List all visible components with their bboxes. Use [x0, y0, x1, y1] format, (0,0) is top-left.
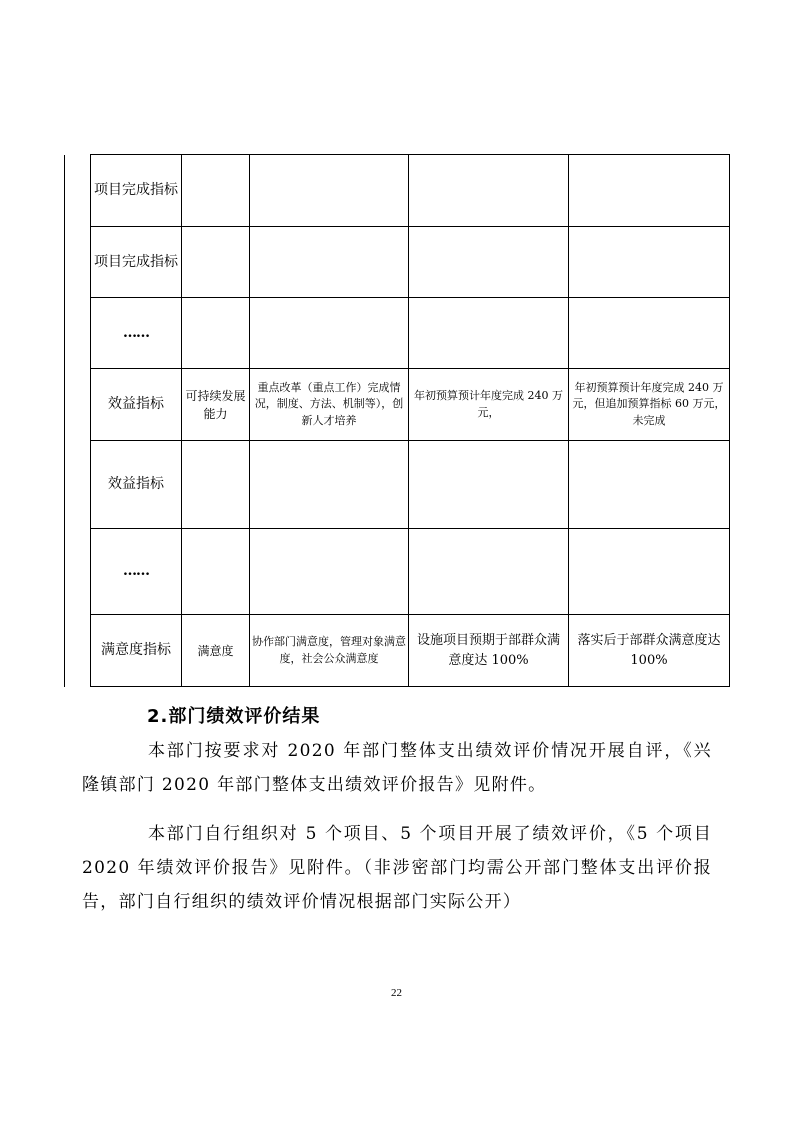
actual-cell: 落实后于部群众满意度达 100% — [569, 615, 730, 687]
sub-indicator-cell — [182, 441, 250, 529]
performance-indicator-table — [64, 154, 730, 687]
target-cell: 设施项目预期于部群众满意度达 100% — [409, 615, 569, 687]
actual-cell — [569, 227, 730, 298]
actual-cell — [569, 298, 730, 369]
sub-indicator-cell — [182, 227, 250, 298]
sub-indicator-cell — [182, 298, 250, 369]
target-cell — [409, 441, 569, 529]
actual-cell — [569, 155, 730, 227]
indicator-cell: 满意度指标 — [91, 615, 182, 687]
spanned-category-cell — [65, 441, 91, 529]
table-row — [65, 227, 730, 298]
sub-indicator-cell — [182, 155, 250, 227]
table-row — [65, 615, 730, 687]
content-cell: 协作部门满意度，管理对象满意度，社会公众满意度 — [250, 615, 409, 687]
actual-cell — [569, 441, 730, 529]
target-cell: 年初预算预计年度完成 240 万元， — [409, 369, 569, 441]
spanned-category-cell — [65, 298, 91, 369]
spanned-category-cell — [65, 155, 91, 227]
indicator-cell: …… — [91, 529, 182, 615]
indicator-cell: 效益指标 — [91, 441, 182, 529]
actual-cell — [569, 529, 730, 615]
target-cell — [409, 155, 569, 227]
table-row — [65, 298, 730, 369]
paragraph-self-evaluation: 本部门按要求对 2020 年部门整体支出绩效评价情况开展自评，《兴隆镇部门 2020 年部门整体支出绩效评价报告》见附件。 — [82, 741, 712, 795]
indicator-cell: 项目完成指标 — [91, 155, 182, 227]
page-number: 22 — [391, 987, 402, 999]
table-row — [65, 155, 730, 227]
content-cell — [250, 155, 409, 227]
paragraph-project-evaluation: 本部门自行组织对 5 个项目、5 个项目开展了绩效评价，《5 个项目 2020 年绩效评价报告》见附件。（非涉密部门均需公开部门整体支出评价报告，部门自行组织的绩效评价情况根据部门实际公开） — [82, 824, 712, 912]
spanned-category-cell — [65, 529, 91, 615]
indicator-cell: 项目完成指标 — [91, 227, 182, 298]
sub-indicator-cell — [182, 529, 250, 615]
sub-indicator-cell: 可持续发展能力 — [182, 369, 250, 441]
indicator-cell: 效益指标 — [91, 369, 182, 441]
sub-indicator-cell: 满意度 — [182, 615, 250, 687]
target-cell — [409, 529, 569, 615]
spanned-category-cell — [65, 227, 91, 298]
content-cell — [250, 441, 409, 529]
content-cell: 重点改革（重点工作）完成情况，制度、方法、机制等），创新人才培养 — [250, 369, 409, 441]
actual-cell: 年初预算预计年度完成 240 万元，但追加预算指标 60 万元，未完成 — [569, 369, 730, 441]
spanned-category-cell — [65, 369, 91, 441]
content-cell — [250, 529, 409, 615]
table-row — [65, 441, 730, 529]
table-row — [65, 369, 730, 441]
section-heading: 2.部门绩效评价结果 — [147, 706, 321, 727]
target-cell — [409, 298, 569, 369]
spanned-category-cell — [65, 615, 91, 687]
content-cell — [250, 227, 409, 298]
target-cell — [409, 227, 569, 298]
indicator-cell: …… — [91, 298, 182, 369]
table-row — [65, 529, 730, 615]
content-cell — [250, 298, 409, 369]
